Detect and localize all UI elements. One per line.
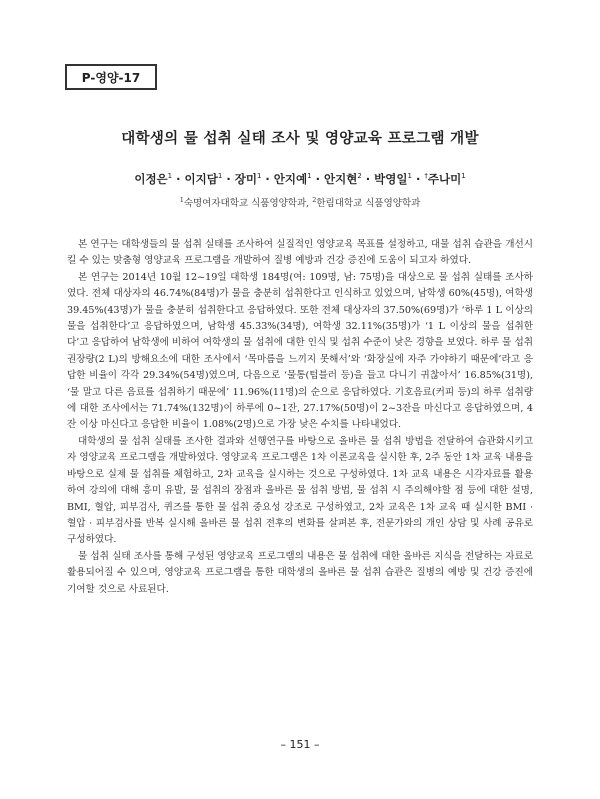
author-affiliation-mark: 1 [461,172,466,181]
author-name: 안지예 [273,172,308,186]
abstract-paragraph: 물 섭취 실태 조사를 통해 구성된 영양교육 프로그램의 내용은 물 섭취에 대한 올바른 지식을 전달하는 자료로 활용되어질 수 있으며, 영양교육 프로그램을 통한 대학생의 올바른 물 섭취 습관은 질병의 예방 및 건강 증진에 기여할 것으로 사료된다. [67,550,533,595]
paper-title: 대학생의 물 섭취 실태 조사 및 영양교육 프로그램 개발 [121,131,479,147]
author-separator: · [411,172,425,186]
corresponding-author-dagger: † [424,172,428,181]
affiliation-text: 한림대학교 식품영양학과 [316,198,421,209]
author-separator: · [311,172,324,186]
author-name: 박영일 [374,172,408,186]
author-separator: · [222,172,235,186]
abstract-paragraph: 대학생의 물 섭취 실태를 조사한 결과와 선행연구를 바탕으로 올바른 물 섭취 방법을 전달하여 습관화시키고자 영양교육 프로그램을 개발하였다. 영양교육 프로그램은 1차 이론교육을 실시한 후, 2주 동안 1차 교육 내용을 바탕으로 실제 물 섭취를 체험하고, 2차 교육을 실시하는 것으로 구성하였다. 1차 교육 내용은 시각자료를 활용하여 강의에 대해 흥미 유발, 물 섭취의 장점과 올바른 물 섭취 방법, 물 섭취 시 주의해야할 점 등에 대한 설명, BMI, 혈압, 피부검사, 퀴즈를 통한 물 섭취 중요성 강조로 구성하였고, 2차 교육은 1차 교육 때 실시한 BMI · 혈압 · 피부검사를 반복 실시해 올바른 물 섭취 전후의 변화를 살펴본 후, 전문가와의 개인 상담 및 사례 공유로 구성하였다. [67,435,533,546]
author-affiliation-mark: 1 [307,172,312,181]
author-name: 이지담 [184,172,218,186]
author-affiliation-mark: 2 [357,172,362,181]
affiliation-line [0,195,600,209]
abstract-body [67,237,533,598]
author-affiliation-mark: 1 [256,172,262,181]
abstract-paragraph: 본 연구는 대학생들의 물 섭취 실태를 조사하여 실질적인 영양교육 목표를 설정하고, 대물 섭취 습관을 개선시킬 수 있는 맞춤형 영양교육 프로그램을 개발하여 질병 예방과 건강 증진에 도움이 되고자 하였다. [67,239,533,267]
author-affiliation-mark: 1 [167,172,173,181]
author-separator: · [361,172,375,186]
author-separator: · [261,172,274,186]
affiliation-text: 숙명여자대학교 식품영양학과, [183,198,313,209]
author-separator: · [172,172,185,186]
abstract-paragraph: 본 연구는 2014년 10월 12~19일 대학생 184명(여: 109명, 남: 75명)을 대상으로 물 섭취 실태를 조사하였다. 전체 대상자의 46.74%(84명)가 물을 충분히 섭취한다고 인식하고 있었으며, 남학생 60%(45명), 여학생 39.45%(43명)가 물을 충분히 섭취한다고 응답하였다. 또한 전체 대상자의 37.50%(69명)가 ‘하루 1 L 이상의 물을 섭취한다’고 응답하였으며, 남학생 45.33%(34명), 여학생 32.11%(35명)가 ‘1 L 이상의 물을 섭취한다’고 응답하여 남학생에 비하여 여학생의 물 섭취에 대한 인식 및 섭취 수준이 낮은 경향을 보였다. 하루 물 섭취 권장량(2 L)의 방해요소에 대한 조사에서 ‘목마름을 느끼지 못해서’와 ‘화장실에 자주 가야하기 때문에’라고 응답한 비율이 각각 29.34%(54명)였으며, 다음으로 ‘물통(텀블러 등)을 들고 다니기 귀찮아서’ 16.85%(31명), ‘물 말고 다른 음료를 섭취하기 때문에’ 11.96%(11명)의 순으로 응답하였다. 기호음료(커피 등)의 하루 섭취량에 대한 조사에서는 71.74%(132명)이 하루에 0~1잔, 27.17%(50명)이 2~3잔을 마신다고 응답하였으며, 4잔 이상 마신다고 응답한 비율이 1.08%(2명)으로 가장 낮은 수치를 나타내었다. [67,271,533,431]
author-affiliation-mark: 1 [217,172,223,181]
affiliation-mark: 2 [312,195,317,204]
author-name: 주나미 [427,172,462,186]
author-name: 안지현 [323,172,358,186]
affiliation-mark: 1 [179,195,184,204]
author-name: 이정은 [134,172,168,186]
author-list [0,171,600,187]
session-code-badge: P-영양-17 [65,64,157,90]
page-number: – 151 – [280,738,320,751]
author-name: 장미 [234,172,257,186]
author-affiliation-mark: 1 [407,172,412,181]
